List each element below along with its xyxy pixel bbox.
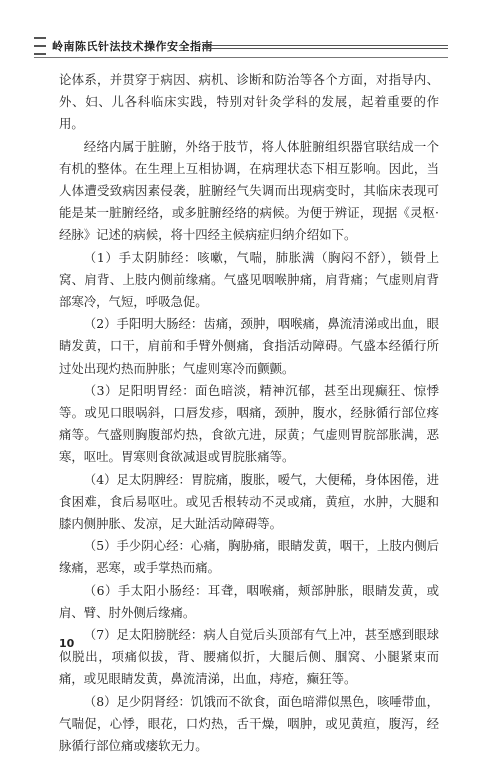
paragraph-kidney-meridian: （8）足少阴肾经：饥饿而不欲食，面色暗滞似黑色，咳唾带血，气喘促，心悸，眼花，口灼热，舌干燥，咽肿，或见黄疸，腹泻，经脉循行部位痛或瘘软无力。 [59,693,439,754]
paragraph-stomach-meridian: （3）足阳明胃经：面色暗淡，精神沉郁，甚至出现癫狂、惊悸等。或见口眼㖞斜，口唇发疹，咽痛，颈肿，腹水，经脉循行部位疼痛等。气盛则胸腹部灼热，食欲亢进，尿黄；气虚则胃脘部胀满，恶寒，呕吐。胃寒则食欲减退或胃脘胀痛等。 [59,382,439,465]
paragraph-continuation: 论体系，并贯穿于病因、病机、诊断和防治等各个方面，对指导内、外、妇、儿各科临床实践，特别对针灸学科的发展，起着重要的作用。 [59,72,439,132]
paragraph-small-intestine-meridian: （6）手太阳小肠经：耳聋，咽喉痛，颊部肿胀，眼睛发黄，或肩、臂、肘外侧后缘痛。 [59,582,439,620]
paragraph-lung-meridian: （1）手太阴肺经：咳嗽，气喘，肺胀满（胸闷不舒），锁骨上窝、肩背、上肢内侧前缘痛。气盛见咽喉肿痛，肩背痛；气虚则肩背部寒冷，气短，呼吸急促。 [59,249,439,310]
paragraph-large-intestine-meridian: （2）手阳明大肠经：齿痛，颈肿，咽喉痛，鼻流清涕或出血，眼睛发黄，口干，肩前和手臂外侧痛，食指活动障碍。气盛本经循行所过处出现灼热而肿胀；气虚则寒冷而颤颤。 [59,316,439,376]
body-text [59,69,439,757]
paragraph-heart-meridian: （5）手少阴心经：心痛，胸胁痛，眼睛发黄，咽干，上肢内侧后缘痛，恶寒，或手掌热而痛。 [59,538,439,576]
paragraph-bladder-meridian: （7）足太阳膀胱经：病人自觉后头顶部有气上冲，甚至感到眼球似脱出，项痛似拔，背、腰痛似折，大腿后侧、腘窝、小腿紧束而痛，或见眼睛发黄，鼻流清涕，出血，痔疮，癫狂等。 [59,627,439,687]
header-double-rule [202,45,448,49]
header-ornament [34,37,46,55]
page-number: 10 [59,637,75,650]
paragraph-intro: 经络内属于脏腑，外络于肢节，将人体脏腑组织器官联结成一个有机的整体。在生理上互相协调，在病理状态下相互影响。因此，当人体遭受致病因素侵袭，脏腑经气失调而出现病变时，其临床表现可能是某一脏腑经络，或多脏腑经络的病候。为便于辨证，现据《灵枢·经脉》记述的病候，将十四经主候病症归纳介绍如下。 [59,138,439,243]
header-bottom-rule [34,57,448,58]
paragraph-spleen-meridian: （4）足太阴脾经：胃脘痛，腹胀，嗳气，大便稀，身体困倦，进食困难，食后易呕吐。或见舌根转动不灵或痛，黄疸，水肿，大腿和膝内侧肿胀、发凉，足大趾活动障碍等。 [59,471,439,532]
running-header [0,36,482,58]
running-title: 岭南陈氏针法技术操作安全指南 [52,40,213,53]
